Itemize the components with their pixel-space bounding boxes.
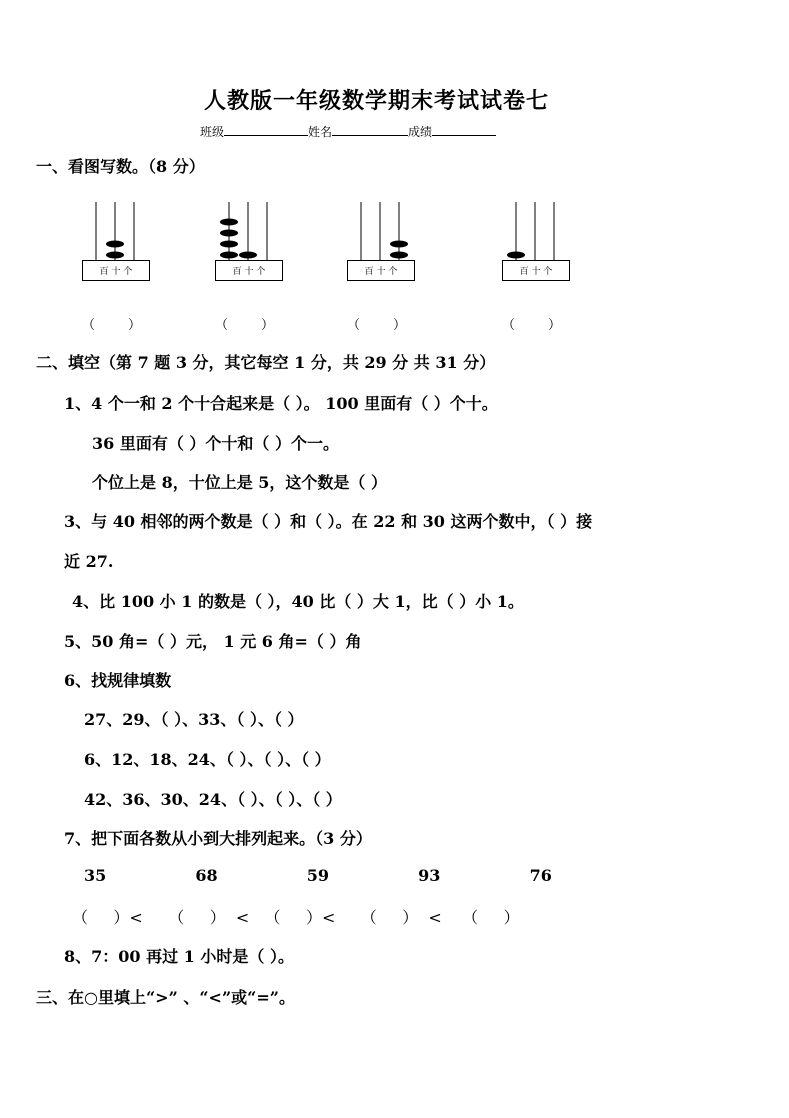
abacus-place-label: 百 十 个 bbox=[519, 267, 553, 277]
abacus-drawing bbox=[215, 200, 285, 284]
abacus-bead bbox=[220, 219, 238, 226]
page-title: 人教版一年级数学期末考试试卷七 bbox=[204, 88, 550, 114]
q1-line: 1、4 个一和 2 个十合起来是（ ）。 100 里面有（ ）个十。 bbox=[64, 394, 498, 413]
abacus-drawing bbox=[502, 200, 572, 284]
abacus-bead bbox=[239, 252, 257, 259]
abacus-bead bbox=[220, 252, 238, 259]
abacus-drawing bbox=[347, 200, 417, 284]
score-blank[interactable] bbox=[432, 122, 496, 136]
abacus-1 bbox=[82, 200, 152, 310]
q6-sequence-3: 42、36、30、24、（ ）、（ ）、（ ） bbox=[84, 790, 342, 809]
abacus-place-label: 百 十 个 bbox=[99, 267, 133, 277]
q6-heading: 6、找规律填数 bbox=[64, 671, 172, 690]
abacus-drawing bbox=[82, 200, 152, 284]
q1-line-2: 36 里面有（ ）个十和（ ）个一。 bbox=[92, 434, 339, 453]
abacus-bead bbox=[507, 252, 525, 259]
q3-line-2: 近 27. bbox=[64, 552, 114, 571]
abacus-bead bbox=[390, 252, 408, 259]
abacus-answer-blank[interactable]: （ ） bbox=[502, 318, 562, 333]
section3-heading: 三、在○里填上“>” 、“<”或“=”。 bbox=[36, 988, 295, 1007]
abacus-answer-blank[interactable]: （ ） bbox=[215, 318, 275, 333]
q6-sequence-2: 6、12、18、24、（ ）、（ ）、（ ） bbox=[84, 750, 331, 769]
q7-heading: 7、把下面各数从小到大排列起来。（3 分） bbox=[64, 829, 372, 848]
abacus-2 bbox=[215, 200, 285, 310]
abacus-answer-blank[interactable]: （ ） bbox=[347, 318, 407, 333]
q6-sequence-1: 27、29、（ ）、33、（ ）、（ ） bbox=[84, 710, 304, 729]
q4-line: 4、比 100 小 1 的数是（ ），40 比（ ）大 1，比（ ）小 1。 bbox=[72, 592, 524, 611]
abacus-answer-blank[interactable]: （ ） bbox=[82, 318, 142, 333]
q5-line: 5、50 角=（ ）元， 1 元 6 角=（ ）角 bbox=[64, 632, 362, 651]
abacus-bead bbox=[106, 252, 124, 259]
class-blank[interactable] bbox=[224, 122, 308, 136]
q1-line-3: 个位上是 8，十位上是 5，这个数是（ ） bbox=[92, 473, 387, 492]
abacus-bead bbox=[220, 241, 238, 248]
abacus-4 bbox=[502, 200, 572, 310]
name-label: 姓名 bbox=[308, 125, 333, 139]
abacus-bead bbox=[220, 230, 238, 237]
q7-numbers: 35 68 59 93 76 bbox=[84, 866, 552, 885]
q8-line: 8、7：00 再过 1 小时是（ ）。 bbox=[64, 947, 294, 966]
name-blank[interactable] bbox=[332, 122, 408, 136]
abacus-place-label: 百 十 个 bbox=[364, 267, 398, 277]
class-label: 班级 bbox=[200, 125, 225, 139]
abacus-bead bbox=[106, 241, 124, 248]
student-info-line bbox=[200, 122, 496, 140]
q7-ordering-blanks: （ ）< （ ） < （ ）< （ ） < （ ） bbox=[72, 908, 520, 927]
abacus-3 bbox=[347, 200, 417, 310]
abacus-bead bbox=[390, 241, 408, 248]
q3-line: 3、与 40 相邻的两个数是（ ）和（ ）。在 22 和 30 这两个数中，（ ）接 bbox=[64, 512, 593, 531]
section2-heading: 二、填空（第 7 题 3 分，其它每空 1 分，共 29 分 共 31 分） bbox=[36, 353, 496, 372]
abacus-place-label: 百 十 个 bbox=[232, 267, 266, 277]
score-label: 成绩 bbox=[408, 125, 433, 139]
section1-heading: 一、看图写数。（8 分） bbox=[36, 157, 205, 176]
